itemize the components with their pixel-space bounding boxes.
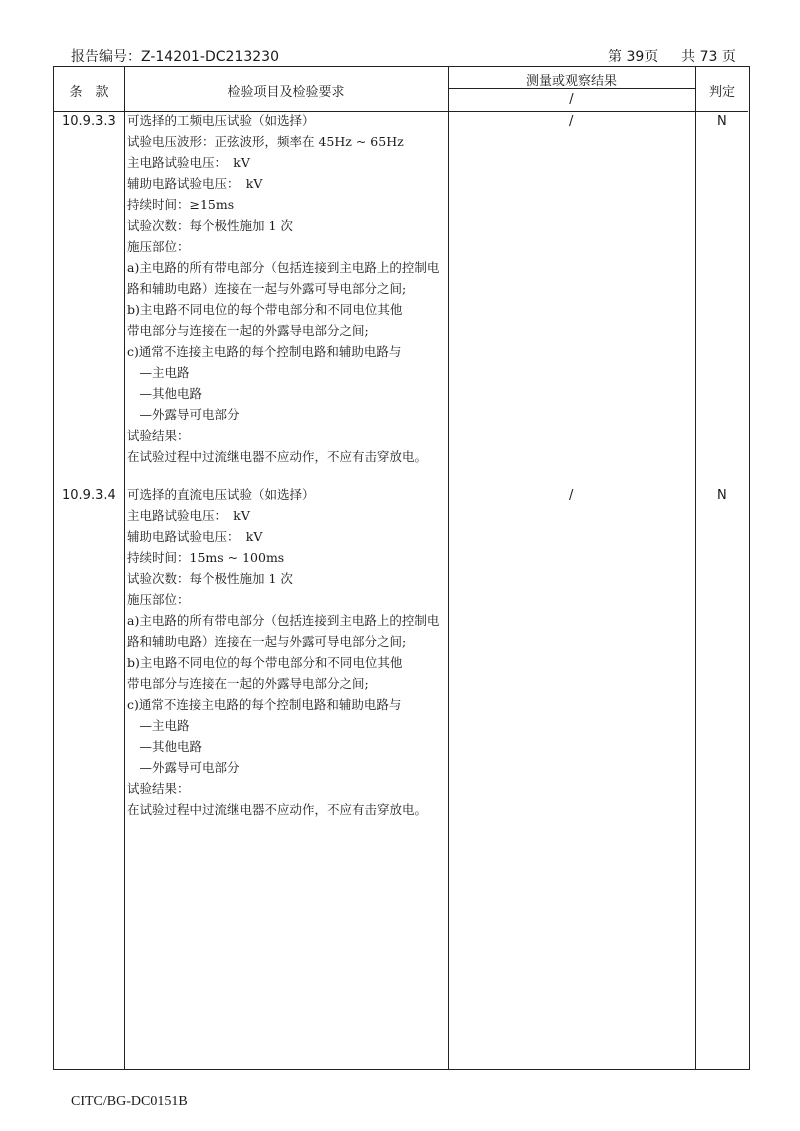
requirement-line: 试验次数：每个极性施加 1 次: [127, 218, 293, 233]
col-divider-result: [695, 67, 696, 1069]
inspection-table: [53, 66, 750, 1070]
clause-10-9-3-3: 10.9.3.3: [62, 114, 116, 129]
requirement-line: 可选择的直流电压试验（如选择）: [127, 487, 315, 502]
requirement-line: 试验结果：: [127, 428, 190, 443]
requirement-line: 持续时间：15ms ~ 100ms: [127, 550, 285, 565]
header-item: 检验项目及检验要求: [227, 85, 345, 100]
requirement-line: 可选择的工频电压试验（如选择）: [127, 113, 315, 128]
requirement-line: 在试验过程中过流继电器不应动作，不应有击穿放电。: [127, 802, 428, 817]
requirement-line: —外露导可电部分: [127, 407, 240, 422]
page-total: 共 73 页: [681, 49, 736, 65]
requirement-line: 在试验过程中过流继电器不应动作，不应有击穿放电。: [127, 449, 428, 464]
requirement-line: 试验次数：每个极性施加 1 次: [127, 571, 293, 586]
clause-10-9-3-4: 10.9.3.4: [62, 488, 116, 503]
requirement-line: 路和辅助电路）连接在一起与外露可导电部分之间;: [127, 281, 407, 296]
requirements-10-9-3-4: [127, 484, 449, 820]
page-indicator: [608, 46, 736, 66]
header-result-sub: /: [569, 92, 574, 107]
requirement-line: 施压部位：: [127, 592, 190, 607]
requirement-line: 试验电压波形：正弦波形，频率在 45Hz ~ 65Hz: [127, 134, 404, 149]
verdict-10-9-3-3: N: [717, 114, 727, 129]
result-10-9-3-4: /: [569, 488, 574, 503]
result-10-9-3-3: /: [569, 114, 574, 129]
requirement-line: b)主电路不同电位的每个带电部分和不同电位其他: [127, 655, 403, 670]
requirement-line: 带电部分与连接在一起的外露导电部分之间;: [127, 676, 369, 691]
requirement-line: a)主电路的所有带电部分（包括连接到主电路上的控制电: [127, 260, 440, 275]
report-number: 报告编号：Z-14201-DC213230: [71, 49, 279, 65]
requirement-line: 主电路试验电压： kV: [127, 155, 250, 170]
form-code: CITC/BG-DC0151B: [71, 1094, 188, 1109]
verdict-10-9-3-4: N: [717, 488, 727, 503]
requirement-line: 持续时间：≥15ms: [127, 197, 235, 212]
requirement-line: 路和辅助电路）连接在一起与外露可导电部分之间;: [127, 634, 407, 649]
col-divider-clause: [124, 67, 125, 1069]
requirement-line: 辅助电路试验电压： kV: [127, 176, 263, 191]
requirement-line: —其他电路: [127, 386, 203, 401]
requirement-line: 主电路试验电压： kV: [127, 508, 250, 523]
requirement-line: 施压部位：: [127, 239, 190, 254]
requirement-line: —外露导可电部分: [127, 760, 240, 775]
requirement-line: a)主电路的所有带电部分（包括连接到主电路上的控制电: [127, 613, 440, 628]
header-verdict: 判定: [708, 85, 735, 100]
header-result: 测量或观察结果: [525, 74, 617, 89]
header-clause: 条 款: [69, 85, 109, 100]
requirement-line: —其他电路: [127, 739, 203, 754]
requirement-line: c)通常不连接主电路的每个控制电路和辅助电路与: [127, 344, 402, 359]
requirement-line: —主电路: [127, 365, 190, 380]
requirement-line: 带电部分与连接在一起的外露导电部分之间;: [127, 323, 369, 338]
requirements-10-9-3-3: [127, 110, 449, 467]
requirement-line: —主电路: [127, 718, 190, 733]
requirement-line: 辅助电路试验电压： kV: [127, 529, 263, 544]
page-number: 第 39页: [608, 49, 659, 65]
requirement-line: 试验结果：: [127, 781, 190, 796]
requirement-line: c)通常不连接主电路的每个控制电路和辅助电路与: [127, 697, 402, 712]
requirement-line: b)主电路不同电位的每个带电部分和不同电位其他: [127, 302, 403, 317]
